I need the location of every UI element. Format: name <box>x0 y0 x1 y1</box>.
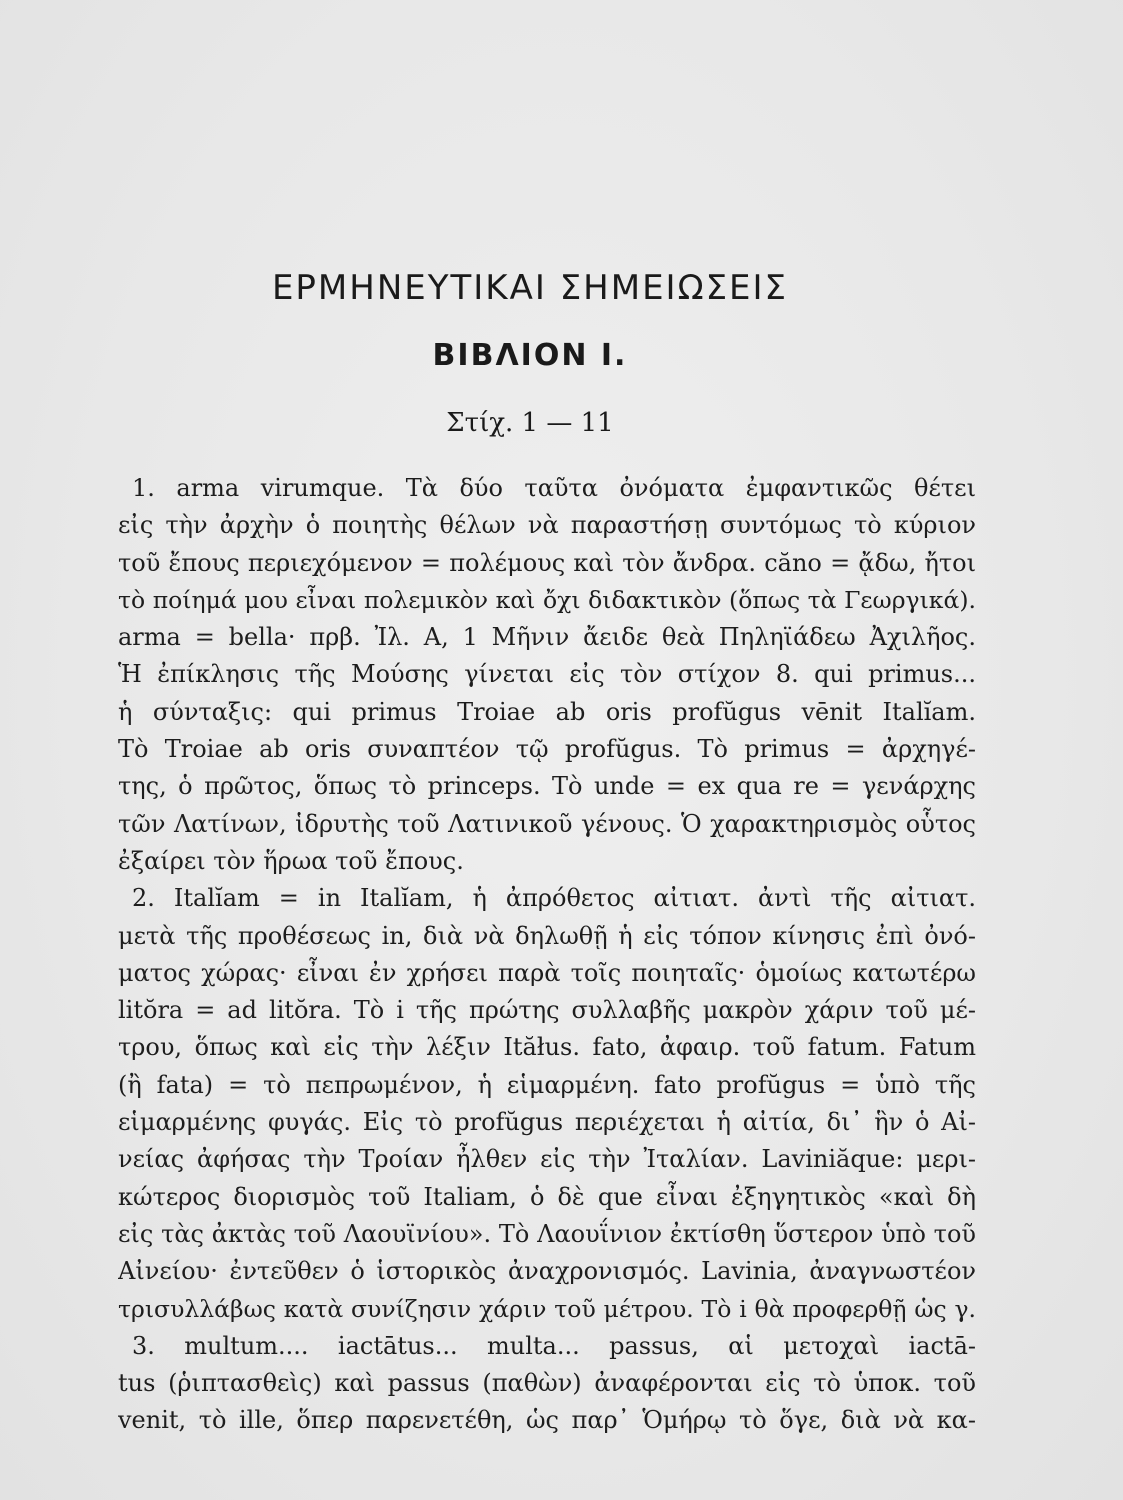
text-line: venit, τὸ ille, ὅπερ παρενετέθη, ὡς παρ᾽ Ὁμήρῳ τὸ ὅγε, διὰ νὰ κα- <box>118 1406 976 1435</box>
commentary-body <box>118 470 976 1440</box>
text-line: της, ὁ πρῶτος, ὅπως τὸ princeps. Τὸ unde = ex qua re = γενάρχης <box>118 772 976 801</box>
text-line: Ἡ ἐπίκλησις τῆς Μούσης γίνεται εἰς τὸν στίχον 8. qui primus... <box>118 660 976 689</box>
text-line: νείας ἀφήσας τὴν Τροίαν ἦλθεν εἰς τὴν Ἰταλίαν. Laviniăque: μερι- <box>118 1145 976 1174</box>
text-line: tus (ῥιπτασθεὶς) καὶ passus (παθὼν) ἀναφέρονται εἰς τὸ ὑποκ. τοῦ <box>118 1369 976 1398</box>
text-line: τρισυλλάβως κατὰ συνίζησιν χάριν τοῦ μέτρου. Τὸ i θὰ προφερθῇ ὡς γ. <box>118 1294 976 1323</box>
text-line: ἐξαίρει τὸν ἥρωα τοῦ ἔπους. <box>118 846 464 875</box>
text-line: τῶν Λατίνων, ἱδρυτὴς τοῦ Λατινικοῦ γένους. Ὁ χαρακτηρισμὸς οὗτος <box>118 809 976 838</box>
text-line: 1. arma virumque. Τὰ δύο ταῦτα ὀνόματα ἐμφαντικῶς θέτει <box>132 474 976 502</box>
text-line: (ἢ fata) = τὸ πεπρωμένον, ἡ εἱμαρμένη. fato profŭgus = ὑπὸ τῆς <box>118 1070 976 1099</box>
text-line: Τὸ Troiae ab oris συναπτέον τῷ profŭgus. Τὸ primus = ἀρχηγέ- <box>118 735 976 764</box>
text-line: τρου, ὅπως καὶ εἰς τὴν λέξιν Ităłus. fato, ἀφαιρ. τοῦ fatum. Fatum <box>118 1033 976 1062</box>
text-line: μετὰ τῆς προθέσεως in, διὰ νὰ δηλωθῇ ἡ εἰς τόπον κίνησις ἐπὶ ὀνό- <box>118 921 976 950</box>
text-line: arma = bella· πρβ. Ἰλ. Α, 1 Μῆνιν ἄειδε θεὰ Πηληϊάδεω Ἀχιλῆος. <box>118 623 976 652</box>
text-line: 3. multum.... iactātus... multa... passus, αἱ μετοχαὶ iactā- <box>132 1331 976 1360</box>
text-line: εἰς τὰς ἀκτὰς τοῦ Λαουϊνίου». Τὸ Λαουΐνιον ἐκτίσθη ὕστερον ὑπὸ τοῦ <box>118 1219 976 1248</box>
section-title: ΕΡΜΗΝΕΥΤΙΚΑΙ ΣΗΜΕΙΩΣΕΙΣ <box>271 268 789 308</box>
text-line: litŏra = ad litŏra. Τὸ i τῆς πρώτης συλλαβῆς μακρὸν χάριν τοῦ μέ- <box>118 996 976 1025</box>
text-line: ἡ σύνταξις: qui primus Troiae ab oris profŭgus vēnit Italĭam. <box>118 697 976 726</box>
text-line: τὸ ποίημά μου εἶναι πολεμικὸν καὶ ὄχι διδακτικὸν (ὅπως τὰ Γεωργικά). <box>118 585 976 614</box>
text-line: εἱμαρμένης φυγάς. Εἰς τὸ profŭgus περιέχεται ἡ αἰτία, δι᾽ ἣν ὁ Αἰ- <box>118 1108 976 1137</box>
book-title: ΒΙΒΛΙΟΝ Ι. <box>432 338 628 373</box>
verse-range: Στίχ. 1 — 11 <box>446 408 614 438</box>
text-line: ματος χώρας· εἶναι ἐν χρήσει παρὰ τοῖς ποιηταῖς· ὁμοίως κατωτέρω <box>118 958 976 987</box>
text-line: εἰς τὴν ἀρχὴν ὁ ποιητὴς θέλων νὰ παραστήσῃ συντόμως τὸ κύριον <box>118 511 976 540</box>
text-line: κώτερος διορισμὸς τοῦ Italiam, ὁ δὲ que εἶναι ἐξηγητικὸς «καὶ δὴ <box>118 1182 976 1211</box>
text-line: τοῦ ἔπους περιεχόμενον = πολέμους καὶ τὸν ἄνδρα. căno = ᾄδω, ἤτοι <box>118 548 976 577</box>
text-line: Αἰνείου· ἐντεῦθεν ὁ ἱστορικὸς ἀναχρονισμός. Lavinia, ἀναγνωστέον <box>118 1257 976 1286</box>
text-line: 2. Italĭam = in Italĭam, ἡ ἀπρόθετος αἰτιατ. ἀντὶ τῆς αἰτιατ. <box>132 884 976 913</box>
